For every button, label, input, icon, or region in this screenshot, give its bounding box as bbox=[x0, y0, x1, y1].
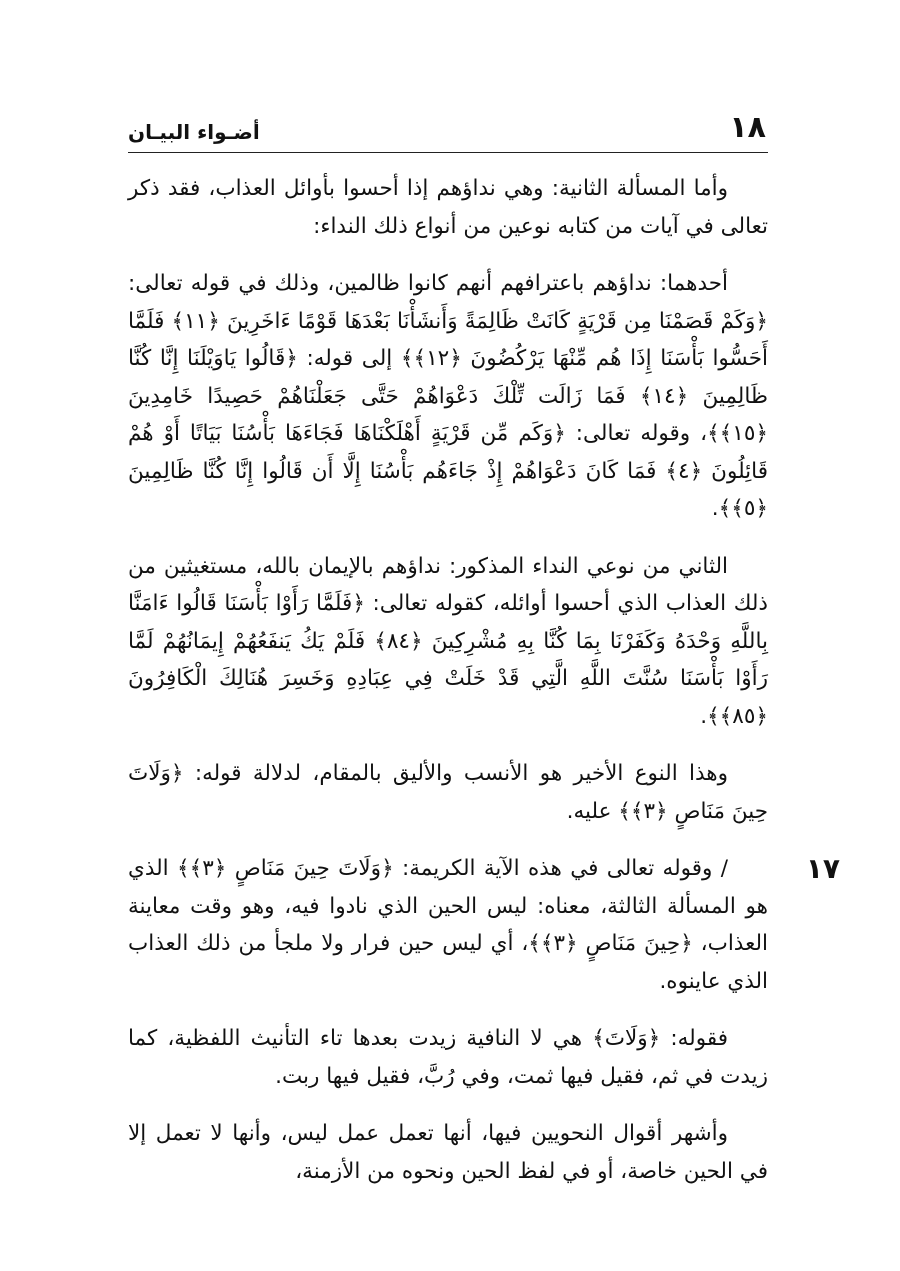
paragraph-4: وهذا النوع الأخير هو الأنسب والأليق بالمقام، لدلالة قوله: ﴿وَلَاتَ حِينَ مَنَاصٍ ﴿٣﴾﴾ عليه. bbox=[128, 761, 768, 824]
paragraph-5: / وقوله تعالى في هذه الآية الكريمة: ﴿وَلَاتَ حِينَ مَنَاصٍ ﴿٣﴾﴾ الذي هو المسألة الثالثة، معناه: ليس الحين الذي نادوا فيه، وهو وقت معاينة العذاب، ﴿حِينَ مَنَاصٍ ﴿٣﴾﴾، أي ليس حين فرار ولا ملجأ من ذلك العذاب الذي عاينوه. bbox=[128, 856, 768, 994]
paragraph-1: وأما المسألة الثانية: وهي نداؤهم إذا أحسوا بأوائل العذاب، فقد ذكر تعالى في آيات من كتابه نوعين من أنواع ذلك النداء: bbox=[128, 176, 768, 239]
header-divider bbox=[128, 152, 768, 153]
running-title: أضـواء البيـان bbox=[128, 120, 260, 144]
margin-page-reference: ١٧ bbox=[805, 852, 840, 885]
page-number: ١٨ bbox=[729, 110, 766, 145]
page-body bbox=[128, 170, 840, 1210]
paragraph-7: وأشهر أقوال النحويين فيها، أنها تعمل عمل ليس، وأنها لا تعمل إلا في الحين خاصة، أو في لفظ الحين ونحوه من الأزمنة، bbox=[128, 1121, 768, 1184]
paragraph-6: فقوله: ﴿وَلَاتَ﴾ هي لا النافية زيدت بعدها تاء التأنيث اللفظية، كما زيدت في ثم، فقيل فيها ثمت، وفي رُبَّ، فقيل فيها ربت. bbox=[128, 1026, 768, 1089]
page-header bbox=[128, 110, 768, 150]
paragraph-2: أحدهما: نداؤهم باعترافهم أنهم كانوا ظالمين، وذلك في قوله تعالى: ﴿وَكَمْ قَصَمْنَا مِن قَرْيَةٍ كَانَتْ ظَالِمَةً وَأَنشَأْنَا بَعْدَهَا قَوْمًا ءَاخَرِينَ ﴿١١﴾ فَلَمَّا أَحَسُّوا بَأْسَنَا إِذَا هُم مِّنْهَا يَرْكُضُونَ ﴿١٢﴾﴾ إلى قوله: ﴿قَالُوا يَاوَيْلَنَا إِنَّا كُنَّا ظَالِمِينَ ﴿١٤﴾ فَمَا زَالَت تِّلْكَ دَعْوَاهُمْ حَتَّى جَعَلْنَاهُمْ حَصِيدًا خَامِدِينَ ﴿١٥﴾﴾، وقوله تعالى: ﴿وَكَم مِّن قَرْيَةٍ أَهْلَكْنَاهَا فَجَاءَهَا بَأْسُنَا بَيَاتًا أَوْ هُمْ قَائِلُونَ ﴿٤﴾ فَمَا كَانَ دَعْوَاهُمْ إِذْ جَاءَهُم بَأْسُنَا إِلَّا أَن قَالُوا إِنَّا كُنَّا ظَالِمِينَ ﴿٥﴾﴾. bbox=[128, 271, 768, 521]
paragraph-5-wrapper bbox=[128, 850, 840, 1000]
paragraph-3: الثاني من نوعي النداء المذكور: نداؤهم بالإيمان بالله، مستغيثين من ذلك العذاب الذي أحسوا أوائله، كقوله تعالى: ﴿فَلَمَّا رَأَوْا بَأْسَنَا قَالُوا ءَامَنَّا بِاللَّهِ وَحْدَهُ وَكَفَرْنَا بِمَا كُنَّا بِهِ مُشْرِكِينَ ﴿٨٤﴾ فَلَمْ يَكُ يَنفَعُهُمْ إِيمَانُهُمْ لَمَّا رَأَوْا بَأْسَنَا سُنَّتَ اللَّهِ الَّتِي قَدْ خَلَتْ فِي عِبَادِهِ وَخَسِرَ هُنَالِكَ الْكَافِرُونَ ﴿٨٥﴾﴾. bbox=[128, 553, 769, 729]
